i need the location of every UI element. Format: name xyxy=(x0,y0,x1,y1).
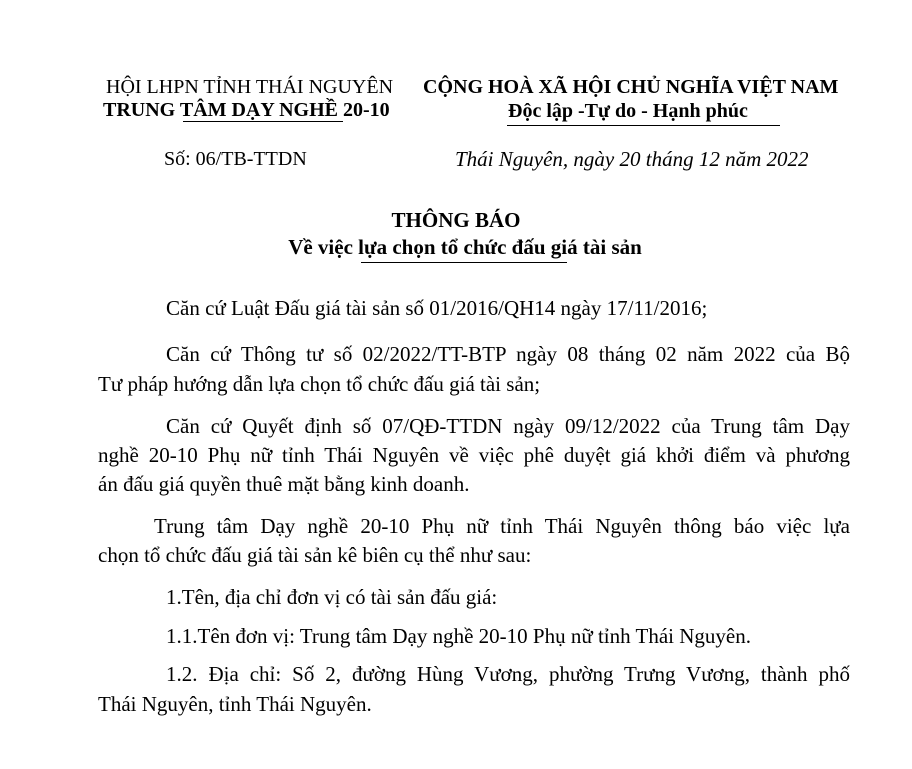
section-1-1: 1.1.Tên đơn vị: Trung tâm Dạy nghề 20-10 Phụ nữ tỉnh Thái Nguyên. xyxy=(166,624,751,648)
national-title: CỘNG HOÀ XÃ HỘI CHỦ NGHĨA VIỆT NAM xyxy=(423,76,839,98)
section-1-2-line2: Thái Nguyên, tỉnh Thái Nguyên. xyxy=(98,692,372,716)
para-legal-basis-1: Căn cứ Luật Đấu giá tài sản số 01/2016/QH14 ngày 17/11/2016; xyxy=(166,296,708,320)
para-legal-basis-3-line3: án đấu giá quyền thuê mặt bằng kinh doanh. xyxy=(98,472,470,496)
para-announcement-line2: chọn tổ chức đấu giá tài sản kê biên cụ thể như sau: xyxy=(98,543,532,567)
subtitle-underline xyxy=(361,262,567,263)
para-legal-basis-2-line1: Căn cứ Thông tư số 02/2022/TT-BTP ngày 08 tháng 02 năm 2022 của Bộ xyxy=(166,342,850,366)
para-legal-basis-3-line2: nghề 20-10 Phụ nữ tỉnh Thái Nguyên về việc phê duyệt giá khởi điểm và phương xyxy=(98,443,850,467)
national-motto: Độc lập -Tự do - Hạnh phúc xyxy=(508,100,748,122)
para-announcement-line1: Trung tâm Dạy nghề 20-10 Phụ nữ tỉnh Thái Nguyên thông báo việc lựa xyxy=(154,514,850,538)
para-legal-basis-2-line2: Tư pháp hướng dẫn lựa chọn tổ chức đấu giá tài sản; xyxy=(98,372,541,396)
document-date: Thái Nguyên, ngày 20 tháng 12 năm 2022 xyxy=(455,147,809,171)
org-name-line2: TRUNG TÂM DẠY NGHỀ 20-10 xyxy=(103,99,390,121)
section-1-2-line1: 1.2. Địa chỉ: Số 2, đường Hùng Vương, phường Trưng Vương, thành phố xyxy=(166,662,850,686)
document-title: THÔNG BÁO xyxy=(391,208,521,232)
section-1-heading: 1.Tên, địa chỉ đơn vị có tài sản đấu giá: xyxy=(166,585,498,609)
document-number: Số: 06/TB-TTDN xyxy=(164,148,307,170)
org-underline xyxy=(183,121,343,122)
para-legal-basis-3-line1: Căn cứ Quyết định số 07/QĐ-TTDN ngày 09/12/2022 của Trung tâm Dạy xyxy=(166,414,850,438)
org-name-line1: HỘI LHPN TỈNH THÁI NGUYÊN xyxy=(106,76,394,98)
motto-underline xyxy=(507,125,780,126)
document-subtitle: Về việc lựa chọn tổ chức đấu giá tài sản xyxy=(288,235,642,259)
